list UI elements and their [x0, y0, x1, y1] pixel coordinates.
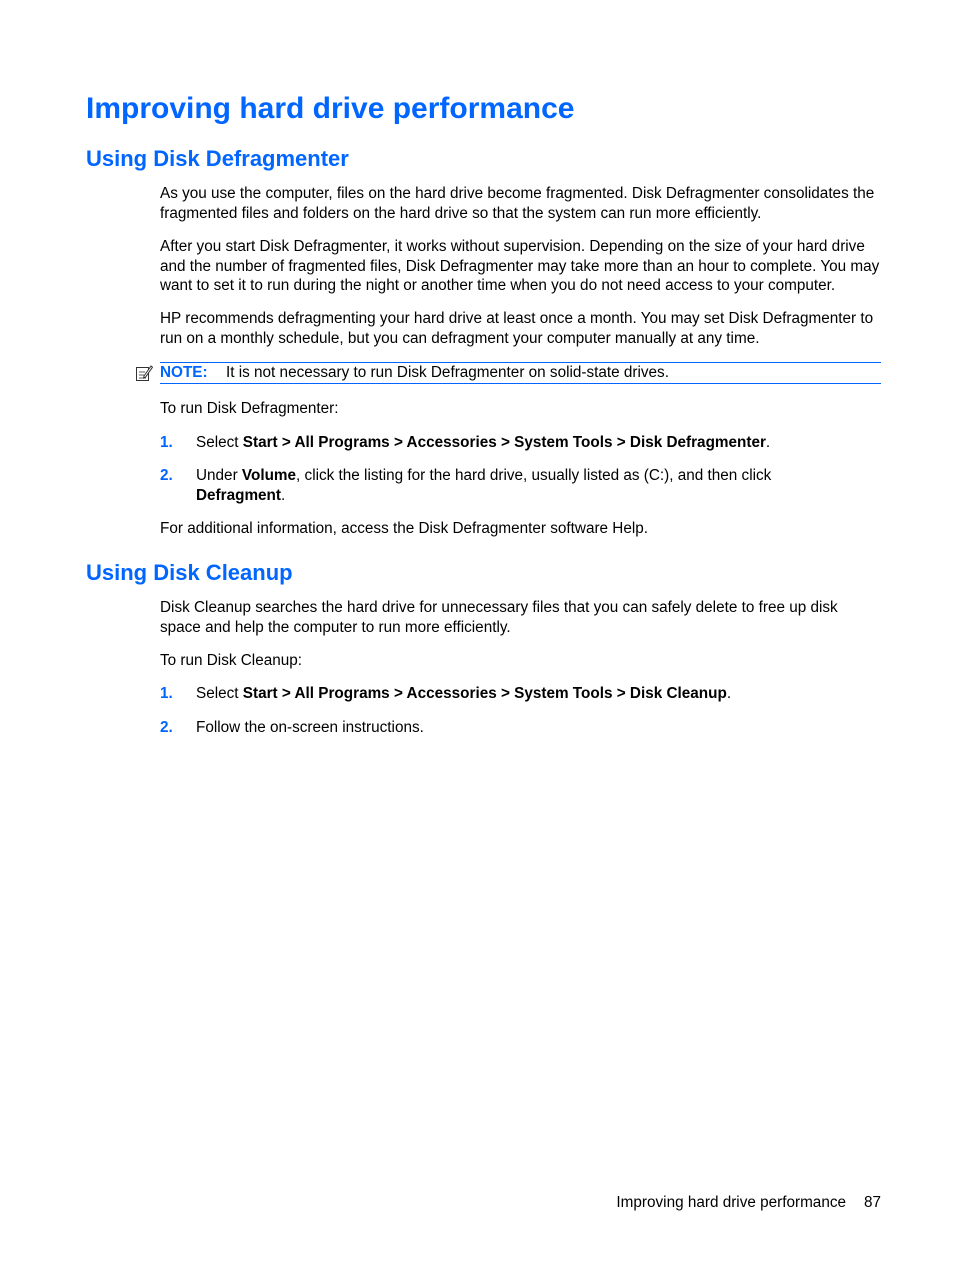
defrag-paragraph-3: HP recommends defragmenting your hard drive at least once a month. You may set Disk Defragmenter to run on a monthly schedule, but you can defragment your computer manually at any time. — [160, 310, 874, 347]
note-pencil-icon — [135, 364, 153, 382]
step-number: 1. — [160, 434, 173, 451]
note-label: NOTE: — [160, 364, 208, 381]
defrag-paragraph-1: As you use the computer, files on the hard drive become fragmented. Disk Defragmenter consolidates the fragmented files and folders on the hard drive so that the system can run more efficiently. — [160, 185, 875, 222]
note-box — [160, 362, 881, 384]
step-text: Under Volume, click the listing for the hard drive, usually listed as (C:), and then click Defragment. — [196, 467, 772, 504]
ui-term-volume: Volume — [241, 467, 297, 484]
step-text: Select Start > All Programs > Accessories > System Tools > Disk Defragmenter. — [196, 434, 771, 451]
menu-path: Start > All Programs > Accessories > System Tools > Disk Defragmenter — [242, 434, 766, 451]
defrag-heading: Using Disk Defragmenter — [86, 146, 349, 171]
step-number: 1. — [160, 685, 173, 702]
cleanup-heading: Using Disk Cleanup — [86, 560, 293, 585]
note-text: It is not necessary to run Disk Defragmenter on solid-state drives. — [226, 364, 669, 381]
page-footer — [616, 1193, 881, 1212]
step-number: 2. — [160, 719, 173, 736]
step-text: Follow the on-screen instructions. — [196, 719, 424, 736]
defrag-intro: To run Disk Defragmenter: — [160, 400, 339, 417]
page-number: 87 — [863, 1194, 881, 1211]
step-number: 2. — [160, 467, 173, 484]
footer-section-title: Improving hard drive performance — [616, 1194, 846, 1211]
cleanup-intro: To run Disk Cleanup: — [160, 652, 302, 669]
step-text: Select Start > All Programs > Accessories > System Tools > Disk Cleanup. — [196, 685, 732, 702]
page-title: Improving hard drive performance — [86, 92, 575, 125]
menu-path: Start > All Programs > Accessories > System Tools > Disk Cleanup — [242, 685, 727, 702]
defrag-outro: For additional information, access the Disk Defragmenter software Help. — [160, 520, 649, 537]
ui-term-defragment: Defragment — [196, 486, 281, 504]
defrag-paragraph-2: After you start Disk Defragmenter, it works without supervision. Depending on the size of your hard drive and the number of fragmented files, Disk Defragmenter may take more than an hour to complete. You may want to set it to run during the night or another time when you do not need access to your computer. — [160, 238, 880, 295]
cleanup-paragraph-1: Disk Cleanup searches the hard drive for unnecessary files that you can safely delete to free up disk space and help the computer to run more efficiently. — [160, 599, 838, 636]
